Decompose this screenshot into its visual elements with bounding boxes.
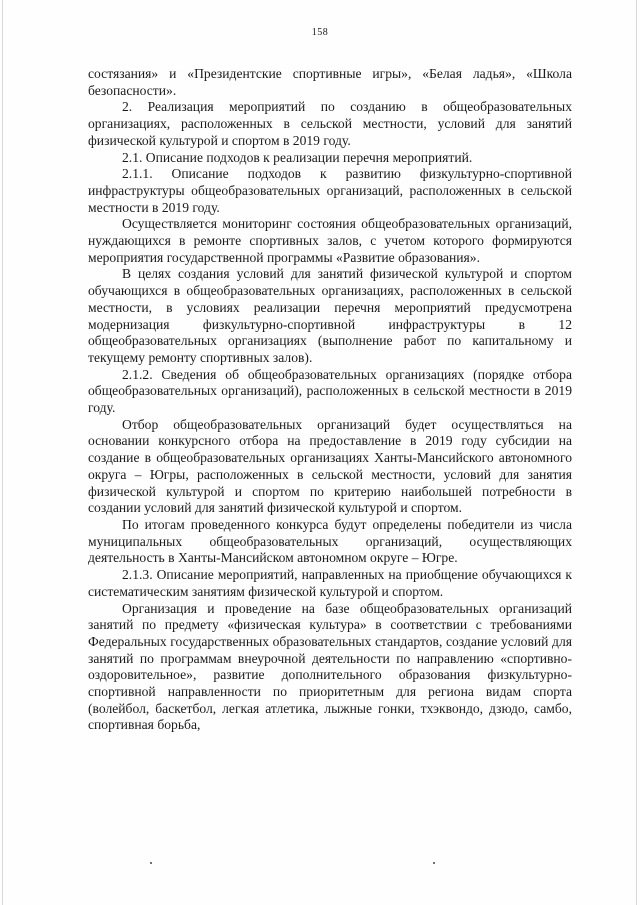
scan-edge-right: [636, 0, 637, 905]
section-heading-2-1-1: 2.1.1. Описание подходов к развитию физкультурно-спортивной инфраструктуры общеобразовательных организаций, расположенных в сельской местности в 2019 году.: [88, 166, 572, 215]
paragraph-modernization: В целях создания условий для занятий физической культурой и спортом обучающихся в общеобразовательных организациях, расположенных в сельской местности, в условиях реализации перечня мероприятий предусмотрена модернизация физкультурно-спортивной инфраструктуры в 12 общеобразовательных организациях (выполнение работ по капитальному и текущему ремонту спортивных залов).: [88, 266, 572, 365]
paragraph-organization: Организация и проведение на базе общеобразовательных организаций занятий по предмету «физическая культура» в соответствии с требованиями Федеральных государственных образовательных стандартов, создание условий для занятий по программам внеурочной деятельности по направлению «спортивно-оздоровительное», развитие дополнительного образования физкультурно-спортивной направленности по приоритетным для региона видам спорта (волейбол, баскетбол, легкая атлетика, лыжные гонки, тхэквондо, дзюдо, самбо, спортивная борьба,: [88, 600, 572, 733]
section-heading-2: 2. Реализация мероприятий по созданию в общеобразовательных организациях, расположенных в сельской местности, условий для занятий физической культурой и спортом в 2019 году.: [88, 99, 572, 148]
page-number: 158: [311, 27, 329, 38]
scan-speck: [433, 862, 435, 864]
paragraph-selection: Отбор общеобразовательных организаций будет осуществляться на основании конкурсного отбора на предоставление в 2019 году субсидии на создание в общеобразовательных организациях Ханты-Мансийского автономного округа – Югры, расположенных в сельской местности, условий для занятия физической культурой и спортом по критерию наибольшей потребности в создании условий для занятий физической культурой и спортом.: [88, 416, 572, 516]
paragraph-winners: По итогам проведенного конкурса будут определены победители из числа муниципальных общеобразовательных организаций, осуществляющих деятельность в Ханты-Мансийском автономном округе – Югре.: [88, 516, 572, 566]
scan-speck: [150, 862, 152, 864]
section-heading-2-1-3: 2.1.3. Описание мероприятий, направленных на приобщение обучающихся к систематическим занятиям физической культурой и спортом.: [88, 567, 572, 599]
scan-edge-left: [2, 0, 3, 905]
section-heading-2-1-2: 2.1.2. Сведения об общеобразовательных организациях (порядке отбора общеобразовательных организаций), расположенных в сельской местности в 2019 году.: [88, 366, 572, 416]
section-heading-2-1: 2.1. Описание подходов к реализации перечня мероприятий.: [122, 149, 473, 165]
paragraph-continuation: состязания» и «Президентские спортивные игры», «Белая ладья», «Школа безопасности».: [88, 66, 572, 98]
document-body: [88, 66, 572, 734]
paragraph-monitoring: Осуществляется мониторинг состояния общеобразовательных организаций, нуждающихся в ремонте спортивных залов, с учетом которого формируются мероприятия государственной программы «Развитие образования».: [88, 216, 572, 265]
